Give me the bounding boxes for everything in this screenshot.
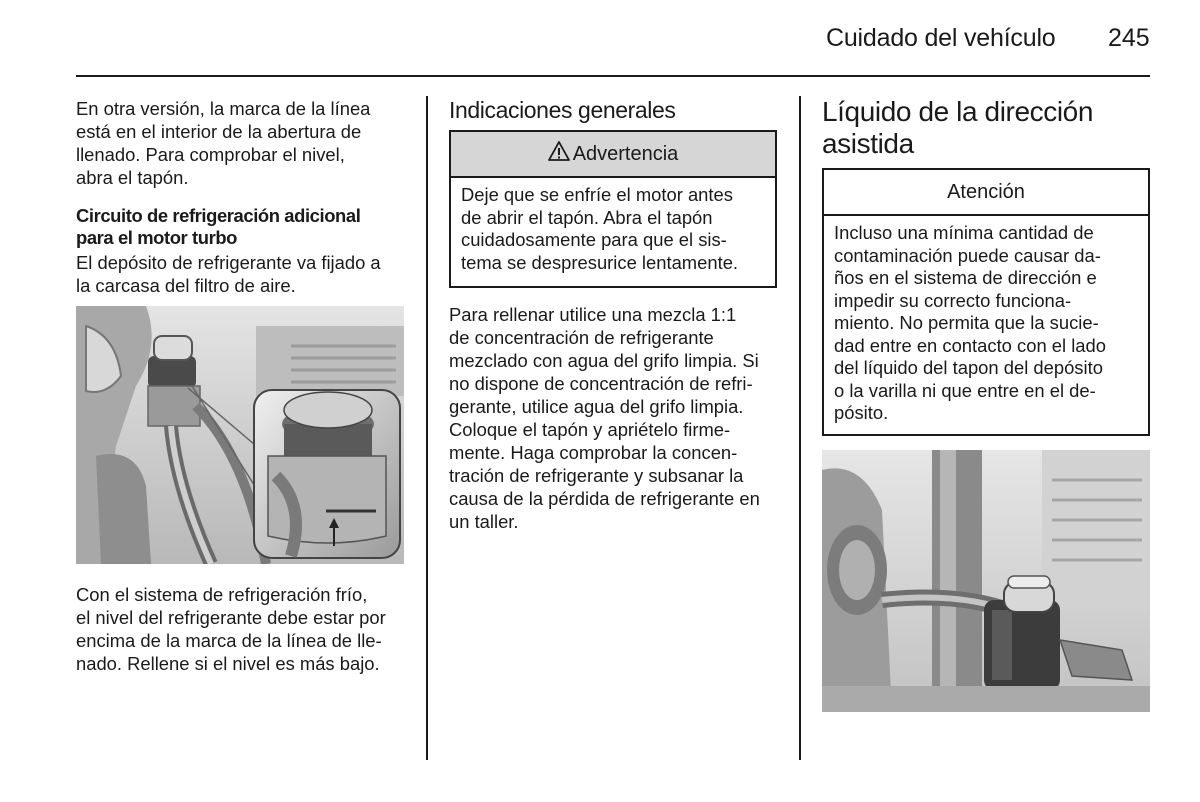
page-number: 245 [1108, 24, 1150, 52]
closing-paragraph: Con el sistema de refrigeración frío, el nivel del refrigerante debe estar por encima de la marca de la línea de lle- nado. Rellene si el nivel es más bajo. [76, 584, 386, 674]
warning-triangle-icon [548, 141, 570, 167]
header-rule [76, 75, 1150, 77]
intro-paragraph: En otra versión, la marca de la línea está en el interior de la abertura de llenado. Para comprobar el nivel, abra el tapón. [76, 98, 371, 188]
warning-title: Advertencia [572, 142, 679, 165]
attention-title: Atención [947, 180, 1025, 203]
attention-text: Incluso una mínima cantidad de contaminación puede causar da- ños en el sistema de dirección e impedir su correcto funciona- miento. No permita que la sucie- dad entre en contacto con el lado del líquido del tapon del depósito o la varilla ni que entre en el de- pósito. [834, 222, 1106, 423]
refill-paragraph: Para rellenar utilice una mezcla 1:1 de concentración de refrigerante mezclado con agua del grifo limpia. Si no dispone de concentración de refri- gerante, utilice agua del grifo limpia. Coloque el tapón y apriételo firme- mente. Haga comprobar la concen- tración de refrigerante y subsanar la causa de la pérdida de refrigerante en un taller. [449, 304, 760, 532]
warning-box [449, 130, 777, 288]
column-divider-left [426, 96, 428, 760]
coolant-reservoir-illustration [76, 306, 404, 564]
attention-box [822, 168, 1150, 436]
power-steering-reservoir-illustration [822, 450, 1150, 712]
warning-text: Deje que se enfríe el motor antes de abrir el tapón. Abra el tapón cuidadosamente para que el sis- tema se despresurice lentamente. [461, 184, 739, 273]
column-divider-right [799, 96, 801, 760]
power-steering-heading: Líquido de la dirección asistida [822, 96, 1093, 159]
running-header-title: Cuidado del vehículo [826, 24, 1056, 52]
turbo-cooling-subheading: Circuito de refrigeración adicional para el motor turbo [76, 205, 361, 248]
turbo-cooling-paragraph: El depósito de refrigerante va fijado a la carcasa del filtro de aire. [76, 252, 381, 296]
power-steering-reservoir-photo [822, 450, 1150, 712]
coolant-reservoir-photo [76, 306, 404, 564]
attention-box-header [824, 170, 1148, 216]
general-indications-heading: Indicaciones generales [449, 97, 676, 123]
warning-box-header [451, 132, 775, 178]
